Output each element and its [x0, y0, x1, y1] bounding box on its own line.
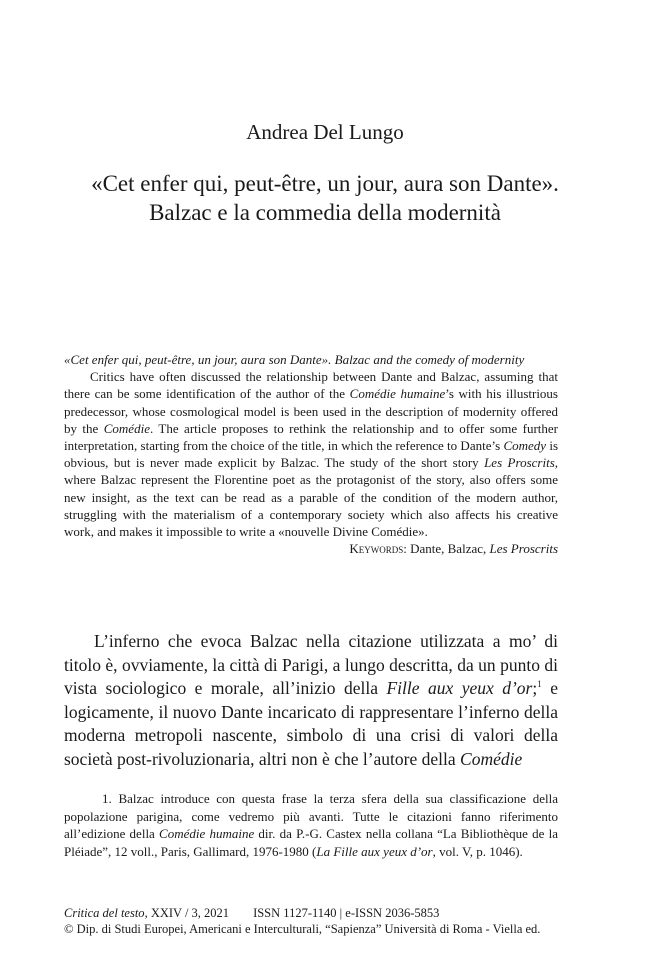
abstract-text: Critics have often discussed the relationship between Dante and Balzac, assuming that there can be some identification of the author of the Comédie humaine’s with his illustrious predecessor, whose cosmological model is been used in the description of modernity offered by the Comédie. The article proposes to rethink the relationship and to offer some further interpretation, starting from the choice of the title, in which the reference to Dante’s Comedy is obvious, but is never made explicit by Balzac. The study of the short story Les Proscrits, where Balzac represent the Florentine poet as the protagonist of the story, also offers some new insight, as the text can be read as a parable of the condition of the modern author, struggling with the materialism of a contemporary society which also affects his creative work, and makes it impossible to write a «nouvelle Divine Comédie».: [64, 369, 559, 540]
page-footer: [64, 905, 574, 937]
journal-name: Critica del testo: [64, 906, 145, 920]
abstract: [64, 351, 558, 557]
title-line-2: Balzac e la commedia della modernità: [149, 200, 501, 225]
body-paragraph: L’inferno che evoca Balzac nella citazione utilizzata a mo’ di titolo è, ovviamente, la città di Parigi, a lungo descritta, da un punto di vista sociologico e morale, all’inizio della Fille aux yeux d’or;$^1$ e logicamente, il nuovo Dante incaricato di rappresentare l’inferno della moderna metropoli nascente, simbolo di una crisi di valori della società post-rivoluzionaria, altri non è che l’autore della Comédie: [64, 631, 558, 769]
title-line-1: «Cet enfer qui, peut-être, un jour, aura son Dante».: [91, 171, 559, 196]
abstract-title: «Cet enfer qui, peut-être, un jour, aura son Dante». Balzac and the comedy of modernity: [64, 352, 525, 367]
journal-issue: , XXIV / 3, 2021: [144, 906, 230, 920]
issn: ISSN 1127-1140 | e-ISSN 2036-5853: [253, 906, 440, 920]
footnote-reference[interactable]: 1: [537, 679, 542, 689]
keywords: Keywords: Dante, Balzac, Les Proscrits: [349, 541, 558, 557]
footer-journal-line: [64, 905, 574, 921]
footer-copyright: © Dip. di Studi Europei, Americani e Interculturali, “Sapienza” Università di Roma - Viella ed.: [64, 922, 541, 936]
article-title: [40, 169, 610, 227]
keywords-label: Keywords: [349, 541, 404, 557]
author-name: Andrea Del Lungo: [246, 120, 404, 144]
footnote-1: 1. Balzac introduce con questa frase la terza sfera della sua classificazione della popolazione parigina, come vedremo più avanti. Tutte le citazioni fanno riferimento all’edizione della Comédie humaine dir. da P.-G. Castex nella collana “La Bibliothèque de la Pléiade”, 12 voll., Paris, Gallimard, 1976-1980 (La Fille aux yeux d’or, vol. V, p. 1046).: [64, 791, 558, 859]
